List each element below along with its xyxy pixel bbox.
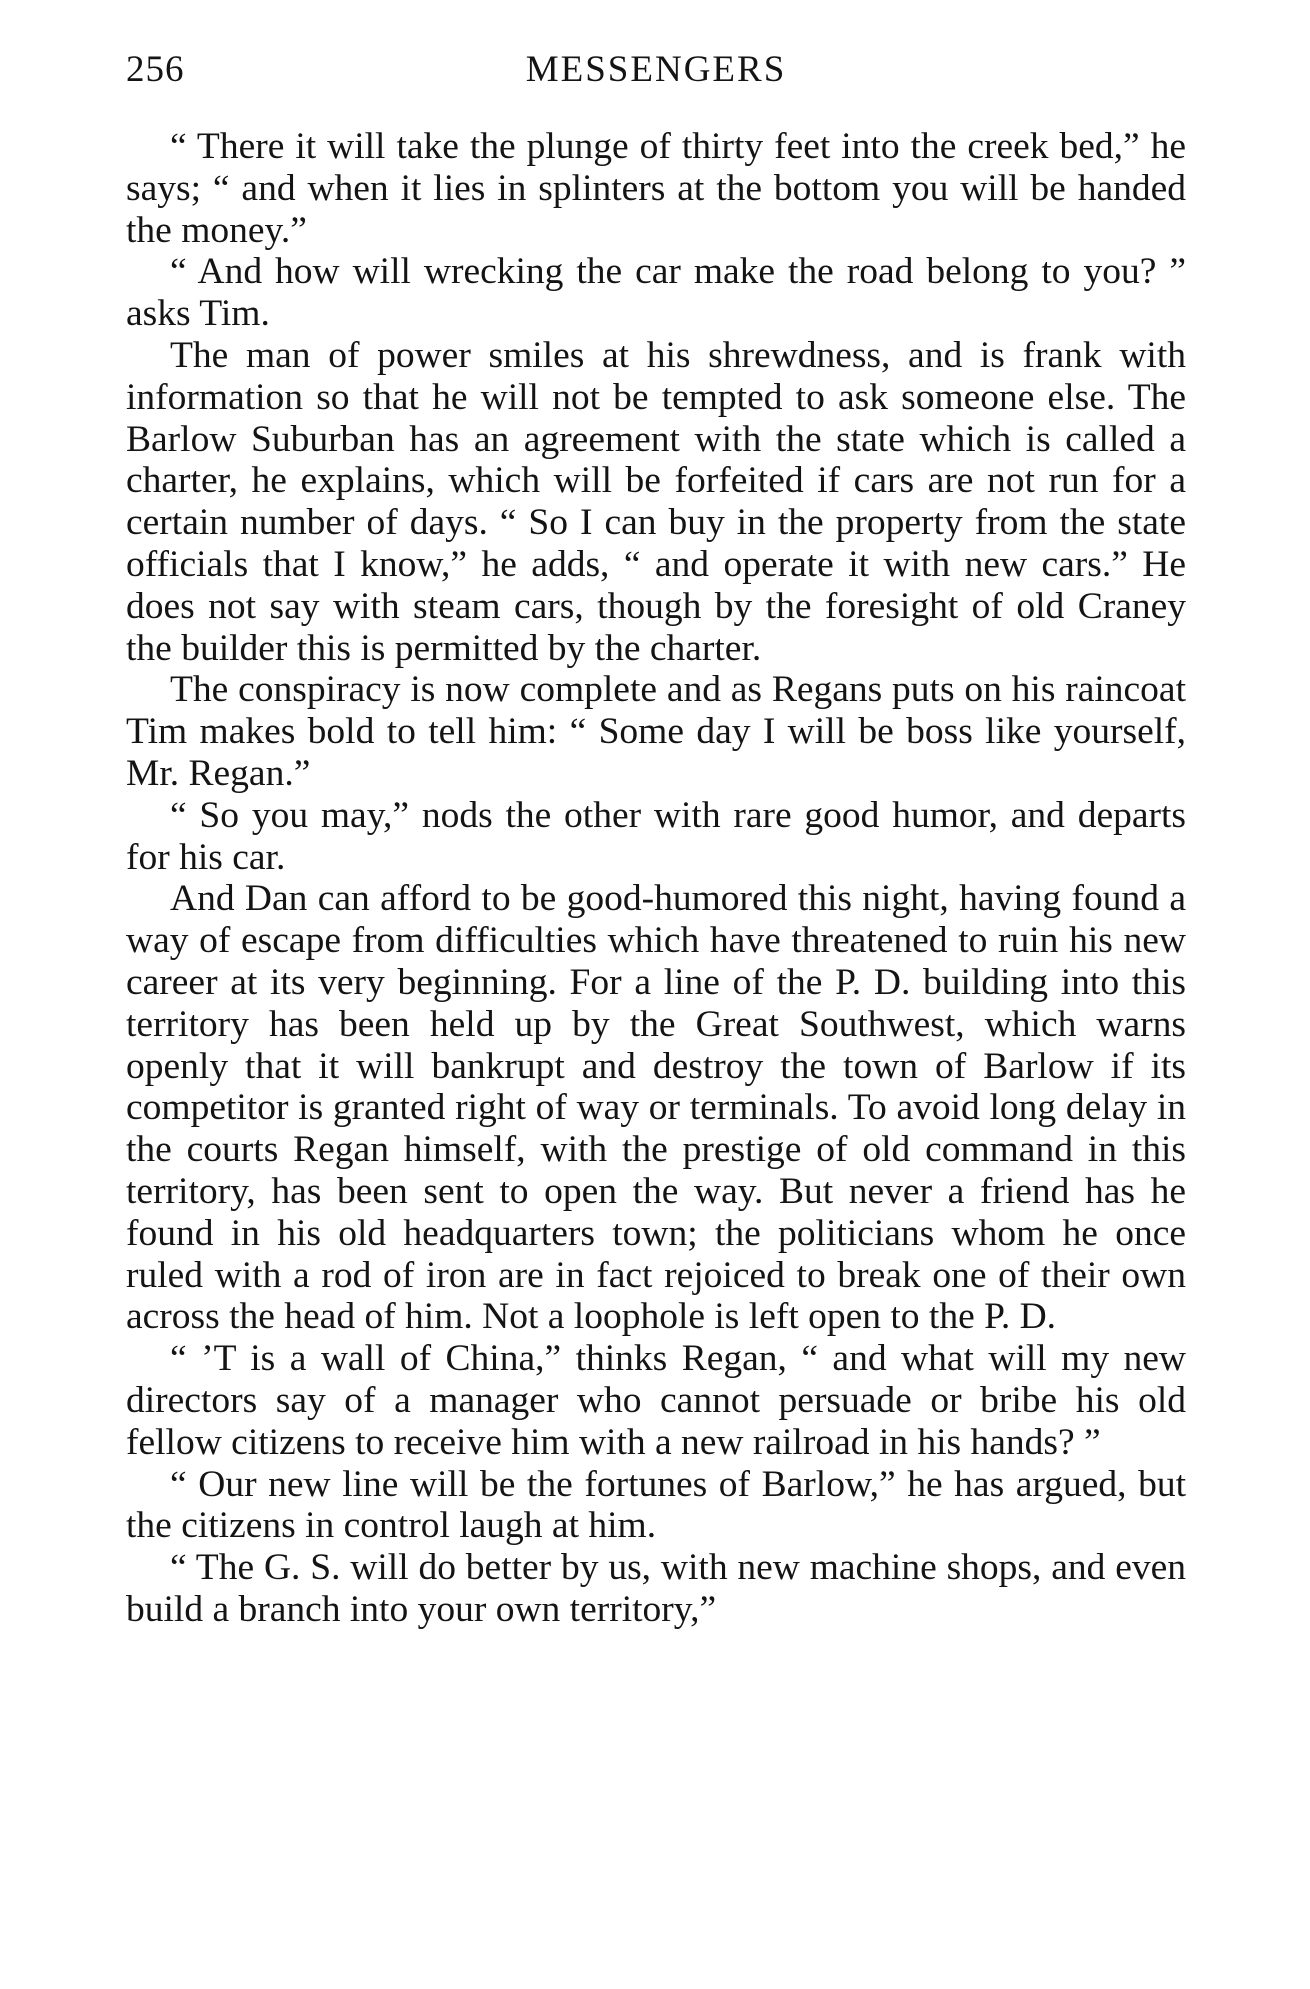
paragraph: “ And how will wrecking the car make the road belong to you? ” asks Tim. bbox=[126, 251, 1186, 335]
body-text bbox=[126, 126, 1186, 1631]
paragraph: The conspiracy is now complete and as Regans puts on his raincoat Tim makes bold to tell him: “ Some day I will be boss like yourself, Mr. Regan.” bbox=[126, 669, 1186, 794]
paragraph: “ ’T is a wall of China,” thinks Regan, “ and what will my new directors say of a manager who cannot persuade or bribe his old fellow citizens to receive him with a new railroad in his hands? ” bbox=[126, 1338, 1186, 1463]
paragraph: And Dan can afford to be good-humored this night, having found a way of escape from difficulties which have threatened to ruin his new career at its very beginning. For a line of the P. D. building into this territory has been held up by the Great Southwest, which warns openly that it will bankrupt and destroy the town of Barlow if its competitor is granted right of way or terminals. To avoid long delay in the courts Regan himself, with the prestige of old command in this territory, has been sent to open the way. But never a friend has he found in his old headquarters town; the politicians whom he once ruled with a rod of iron are in fact rejoiced to break one of their own across the head of him. Not a loophole is left open to the P. D. bbox=[126, 878, 1186, 1338]
page-number: 256 bbox=[126, 49, 185, 90]
paragraph: “ There it will take the plunge of thirty feet into the creek bed,” he says; “ and when it lies in splinters at the bottom you will be handed the money.” bbox=[126, 126, 1186, 251]
running-head: MESSENGERS bbox=[525, 49, 787, 90]
paragraph: “ Our new line will be the fortunes of Barlow,” he has argued, but the citizens in control laugh at him. bbox=[126, 1463, 1186, 1547]
paragraph: “ So you may,” nods the other with rare good humor, and departs for his car. bbox=[126, 794, 1186, 878]
paragraph: The man of power smiles at his shrewdness, and is frank with information so that he will not be tempted to ask someone else. The Barlow Suburban has an agreement with the state which is called a charter, he explains, which will be forfeited if cars are not run for a certain number of days. “ So I can buy in the property from the state officials that I know,” he adds, “ and operate it with new cars.” He does not say with steam cars, though by the foresight of old Craney the builder this is permitted by the charter. bbox=[126, 334, 1186, 669]
paragraph: “ The G. S. will do better by us, with new machine shops, and even build a branch into your own territory,” bbox=[126, 1547, 1186, 1630]
page-header bbox=[126, 42, 1186, 98]
